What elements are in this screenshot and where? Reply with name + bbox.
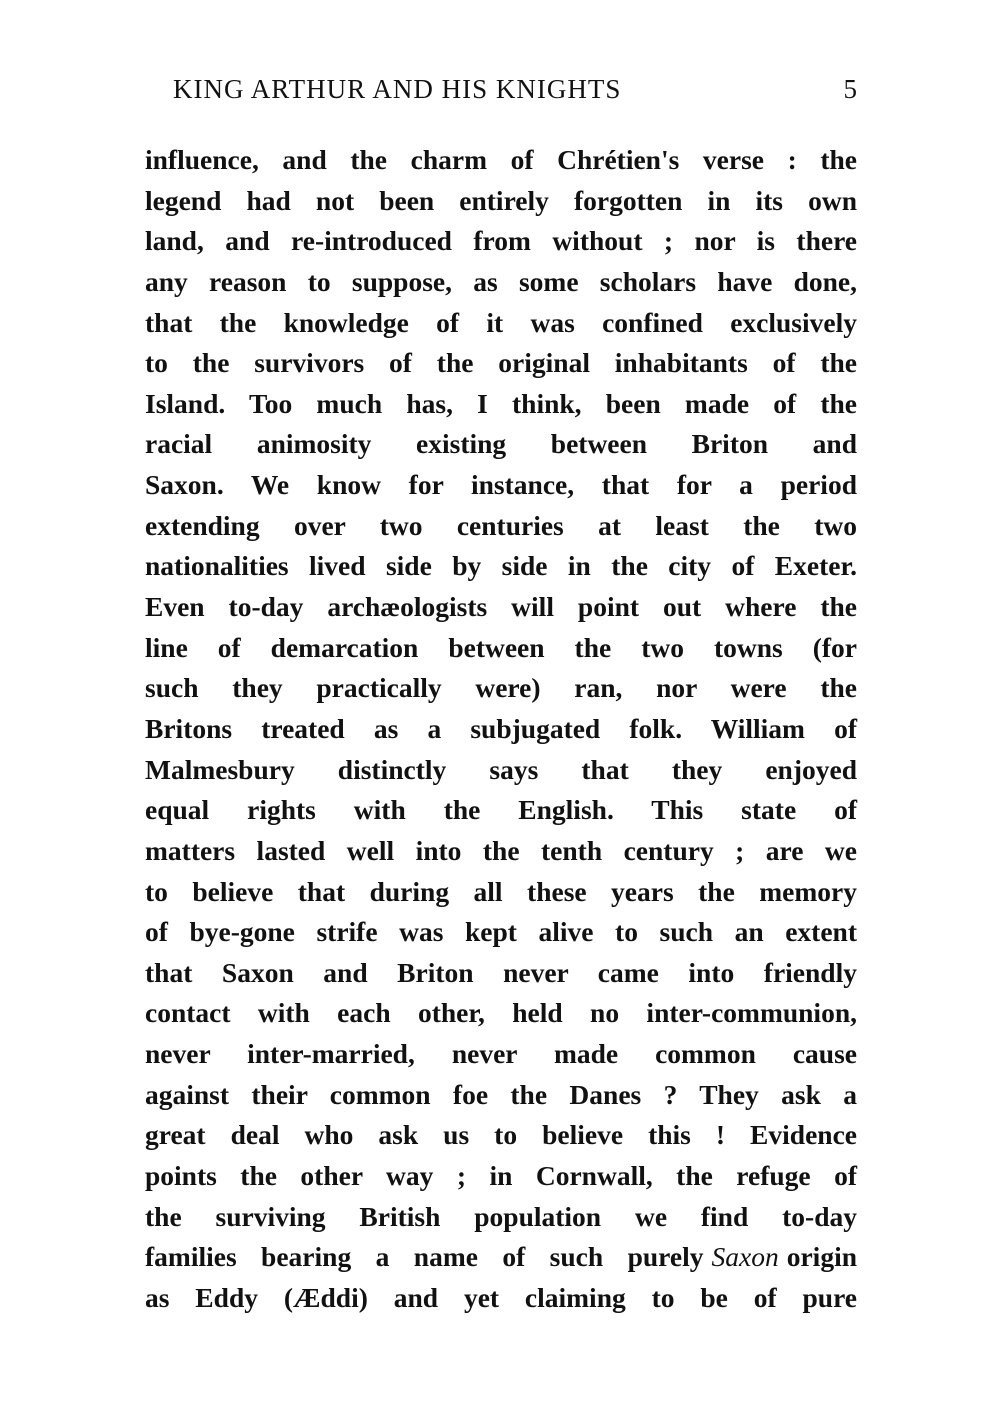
- body-text: [145, 140, 857, 1319]
- text-line: such they practically were) ran, nor were the: [145, 672, 857, 704]
- text-line: Malmesbury distinctly says that they enjoyed: [145, 753, 857, 785]
- text-line: as Eddy (Æddi) and yet claiming to be of pure: [145, 1281, 857, 1313]
- text-line: contact with each other, held no inter-communion,: [145, 997, 857, 1029]
- text-line: legend had not been entirely forgotten in its own: [145, 184, 857, 216]
- text-segment: families bearing a name of such purely: [145, 1241, 704, 1273]
- text-line: points the other way ; in Cornwall, the refuge of: [145, 1160, 857, 1192]
- running-header: [173, 74, 858, 105]
- text-line: of bye-gone strife was kept alive to such an extent: [145, 916, 857, 948]
- text-line: land, and re-introduced from without ; nor is there: [145, 225, 857, 257]
- text-line: Even to-day archæologists will point out where the: [145, 591, 857, 623]
- text-segment: origin: [786, 1241, 857, 1273]
- text-line: matters lasted well into the tenth century ; are we: [145, 834, 857, 866]
- text-line: racial animosity existing between Briton and: [145, 428, 857, 460]
- text-line: any reason to suppose, as some scholars have done,: [145, 265, 857, 297]
- text-line: Island. Too much has, I think, been made of the: [145, 387, 857, 419]
- text-line: to believe that during all these years the memory: [145, 875, 857, 907]
- text-line: nationalities lived side by side in the city of Exeter.: [145, 550, 857, 582]
- text-line: equal rights with the English. This state of: [145, 794, 857, 826]
- text-line: that Saxon and Briton never came into friendly: [145, 956, 857, 988]
- text-line: Britons treated as a subjugated folk. William of: [145, 712, 857, 744]
- text-line: Saxon. We know for instance, that for a period: [145, 469, 857, 501]
- text-line: to the survivors of the original inhabitants of the: [145, 347, 857, 379]
- text-line: extending over two centuries at least the two: [145, 509, 857, 541]
- text-line: great deal who ask us to believe this ! Evidence: [145, 1119, 857, 1151]
- text-line: line of demarcation between the two towns (for: [145, 631, 857, 663]
- text-line: influence, and the charm of Chrétien's verse : the: [145, 144, 857, 175]
- text-line-with-italic: [145, 1237, 857, 1278]
- running-title: KING ARTHUR AND HIS KNIGHTS: [173, 74, 622, 104]
- italic-word: Saxon: [711, 1241, 779, 1273]
- text-line: never inter-married, never made common cause: [145, 1038, 857, 1070]
- page-number: 5: [843, 74, 858, 104]
- text-line: the surviving British population we find to-day: [145, 1200, 857, 1232]
- text-line: against their common foe the Danes ? They ask a: [145, 1078, 857, 1110]
- text-line: that the knowledge of it was confined exclusively: [145, 306, 857, 338]
